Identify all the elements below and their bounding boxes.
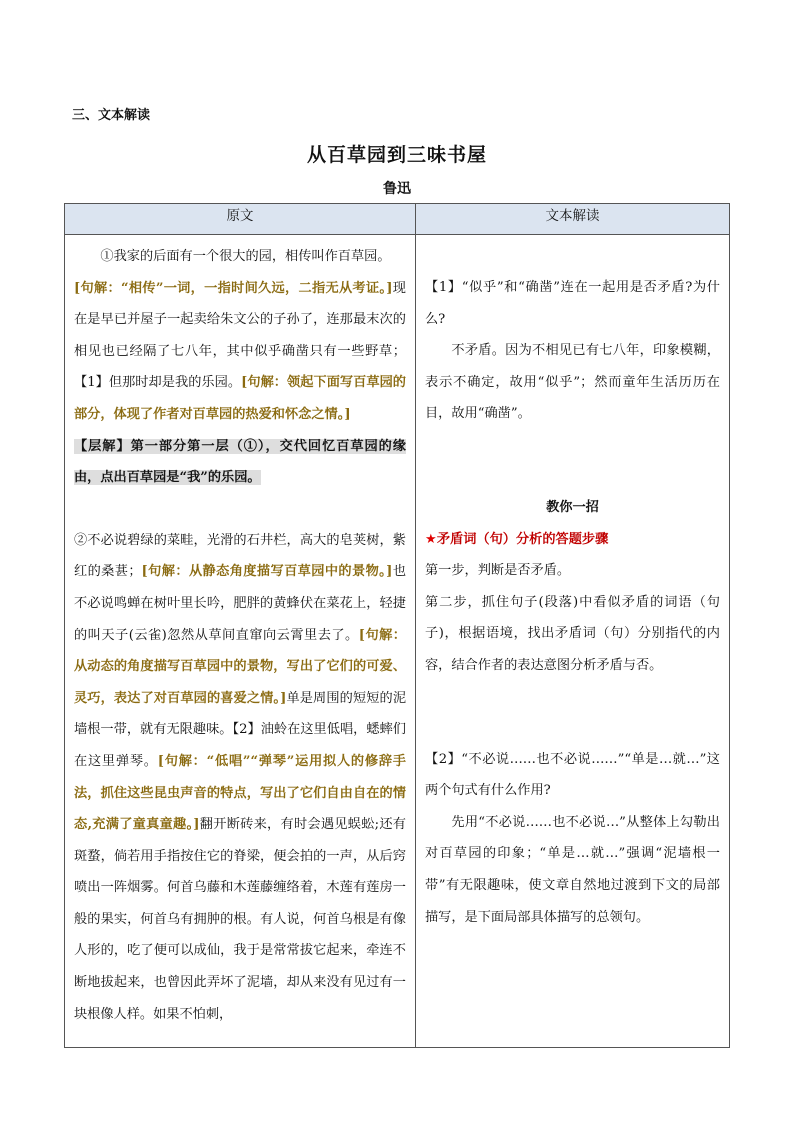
sentence-note: [句解：“相传”一词，一指时间久远，二指无从考证。] (74, 280, 393, 296)
p1-text: ①我家的后面有一个很大的园，相传叫作百草园。 (100, 249, 391, 264)
p2d-text: 翻开断砖来，有时会遇见蜈蚣;还有斑蝥，倘若用手指按住它的脊梁，便会拍的一声，从后窍喷出一阵烟雾。何首乌藤和木莲藤缠络着，木莲有莲房一般的果实，何首乌有拥肿的根。有人说，何首乌根是有像人形的，吃了便可以成仙，我于是常常拔它起来，牵连不断地拔起来，也曾因此弄坏了泥墙，却从来没有见过有一块根像人样。如果不怕刺， (74, 817, 406, 1022)
sentence-note: [句解：从动态的角度描写百草园中的景物，写出了它们的可爱、灵巧，表达了对百草园的喜爱之情。] (74, 627, 406, 706)
page-title: 从百草园到三味书屋 (306, 144, 487, 166)
tip-title: 教你一招 (546, 499, 599, 515)
step-2: 第二步，抓住句子(段落)中看似矛盾的词语（句子)，根据语境，找出矛盾词（句）分别指代的内容，结合作者的表达意图分析矛盾与否。 (425, 594, 720, 673)
paragraph-1 (74, 241, 406, 273)
sentence-note: [句解：“低唱”“弹琴”运用拟人的修辞手法，抓住这些昆虫声音的特点，写出了它们自由自在的情态,充满了童真童趣。] (74, 753, 406, 833)
analysis-table (64, 203, 730, 1048)
question-2: 【2】“不必说……也不必说……”“单是…就…”这两个句式有什么作用? (425, 751, 720, 799)
star-icon: ★ (425, 531, 437, 547)
answer-2: 先用“不必说……也不必说…”从整体上勾勒出对百草园的印象；“单是…就…”强调“泥墙根一带”有无限趣味，使文章自然地过渡到下文的局部描写，是下面局部具体描写的总领句。 (425, 814, 720, 925)
analysis-cell (416, 235, 730, 1048)
layer-text: 【层解】第一部分第一层（①），交代回忆百草园的缘由，点出百草园是“我”的乐园。 (74, 438, 406, 486)
header-text-analysis: 文本解读 (416, 204, 730, 235)
p2a-text: ②不必说碧绿的菜畦，光滑的石井栏，高大的皂荚树，紫红的桑葚； (74, 532, 406, 580)
question-1: 【1】“似乎”和“确凿”连在一起用是否矛盾?为什么? (425, 280, 720, 327)
paragraph-1-cont (74, 273, 406, 431)
tip-heading (425, 524, 720, 556)
sentence-note: [句解：领起下面写百草园的部分，体现了作者对百草园的热爱和怀念之情。] (74, 375, 406, 422)
sentence-note: [句解：从静态角度描写百草园中的景物。] (141, 564, 393, 580)
original-text-cell (65, 235, 416, 1048)
p2c-text: 单是周围的短短的泥墙根一带，就有无限趣味。【2】油蛉在这里低唱，蟋蟀们在这里弹琴。 (74, 690, 407, 769)
p1b-text: 现在是早已并屋子一起卖给朱文公的子孙了，连那最末次的相见也已经隔了七八年，其中似乎确凿只有一些野草；【1】但那时却是我的乐园。 (74, 280, 406, 391)
layer-note (74, 431, 406, 494)
section-label: 三、文本解读 (72, 108, 151, 123)
step-1: 第一步，判断是否矛盾。 (425, 563, 571, 579)
header-original-text: 原文 (65, 204, 416, 235)
p2b-text: 也不必说鸣蝉在树叶里长吟，肥胖的黄蜂伏在菜花上，轻捷的叫天子(云雀)忽然从草间直窜向云霄里去了。 (74, 564, 407, 643)
author: 鲁迅 (383, 181, 411, 197)
answer-1: 不矛盾。因为不相见已有七八年，印象模糊，表示不确定，故用“似乎”；然而童年生活历历在目，故用“确凿”。 (425, 343, 720, 422)
paragraph-2 (74, 525, 406, 1031)
tip-heading-text: 矛盾词（句）分析的答题步骤 (436, 531, 609, 547)
